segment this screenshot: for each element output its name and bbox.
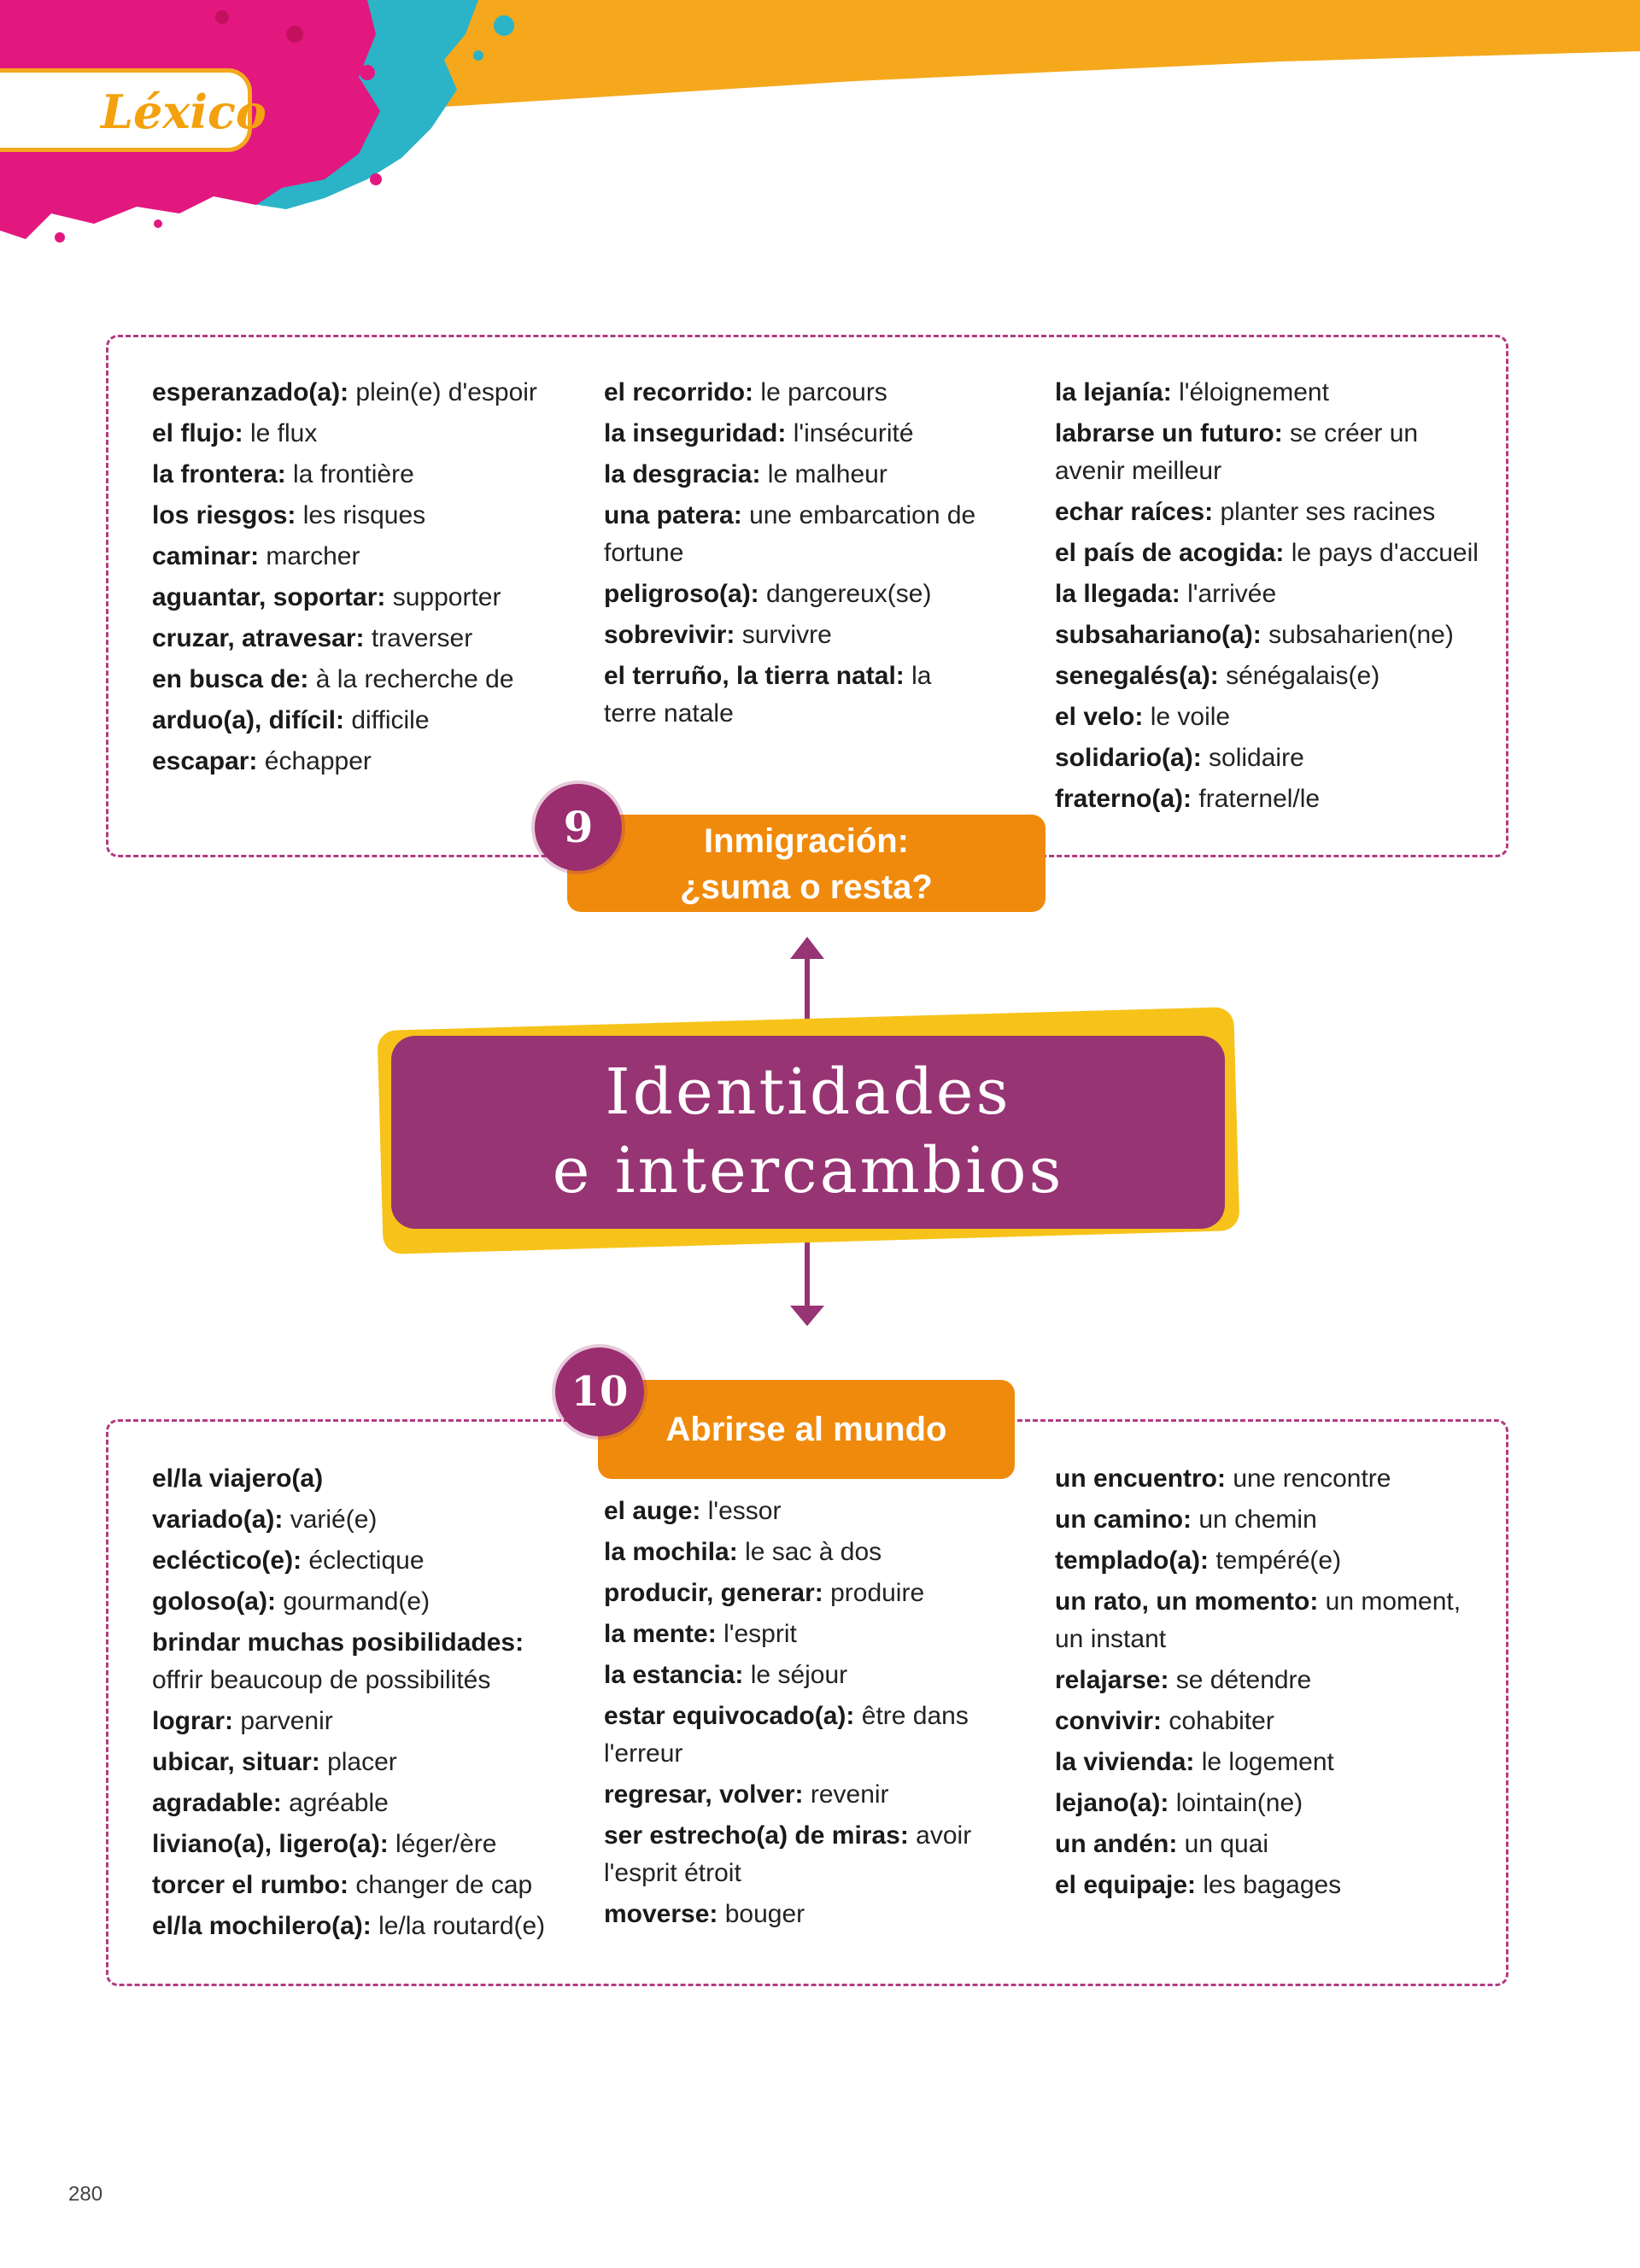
spanish-term: el recorrido: [604, 378, 754, 406]
french-translation: échapper [264, 747, 372, 775]
vocab-entry [152, 456, 579, 494]
spanish-term: producir, generar: [604, 1579, 823, 1607]
spanish-term: fraterno(a): [1055, 785, 1192, 813]
french-translation: solidaire [1209, 744, 1304, 772]
vocab-entry [604, 415, 988, 453]
unit10-column-3 [1055, 1460, 1465, 1908]
french-translation: lointain(ne) [1175, 1789, 1303, 1817]
spanish-term: la lejanía: [1055, 378, 1172, 406]
spanish-term: regresar, volver: [604, 1780, 804, 1809]
vocab-entry [1055, 739, 1482, 777]
vocab-entry [152, 1785, 562, 1822]
vocab-entry [152, 1744, 562, 1781]
vocab-entry [152, 579, 579, 617]
french-translation: planter ses racines [1220, 498, 1436, 526]
vocab-entry [1055, 415, 1482, 490]
spanish-term: echar raíces: [1055, 498, 1214, 526]
vocab-entry [152, 1624, 562, 1699]
spanish-term: relajarse: [1055, 1666, 1169, 1694]
vocab-entry [1055, 1583, 1465, 1658]
vocab-entry [152, 538, 579, 576]
french-translation: un quai [1184, 1830, 1269, 1858]
spanish-term: el país de acogida: [1055, 539, 1285, 567]
unit9-column-1 [152, 374, 579, 784]
french-translation: un moment, un instant [1055, 1587, 1461, 1653]
vocab-entry [1055, 780, 1482, 818]
arrow-up-icon [790, 937, 824, 959]
vocab-entry [604, 658, 988, 733]
vocab-entry [1055, 1501, 1465, 1539]
spanish-term: un rato, un momento: [1055, 1587, 1319, 1616]
main-title [391, 1053, 1225, 1210]
french-translation: produire [830, 1579, 925, 1607]
vocab-entry [152, 1867, 562, 1904]
section-label: Léxico [101, 85, 266, 139]
french-translation: la frontière [293, 460, 414, 488]
spanish-term: moverse: [604, 1900, 718, 1928]
unit9-vocabulary-box [106, 335, 1508, 857]
vocab-entry [152, 497, 579, 535]
french-translation: bouger [724, 1900, 805, 1928]
spanish-term: ubicar, situar: [152, 1748, 320, 1776]
vocab-entry [152, 1542, 562, 1580]
french-translation: marcher [266, 542, 360, 570]
spanish-term: en busca de: [152, 665, 309, 693]
vocab-entry [604, 1534, 1031, 1571]
unit9-number-badge: 9 [535, 784, 622, 871]
main-title-line1: Identidades [605, 1055, 1011, 1129]
spanish-term: sobrevivir: [604, 621, 735, 649]
french-translation: les bagages [1203, 1871, 1342, 1899]
spanish-term: una patera: [604, 501, 742, 529]
vocab-entry [152, 1908, 562, 1945]
vocab-entry [152, 374, 579, 412]
french-translation: agréable [289, 1789, 389, 1817]
french-translation: l'insécurité [793, 419, 914, 447]
french-translation: supporter [392, 583, 501, 611]
vocab-entry [604, 1493, 1031, 1530]
unit9-column-3 [1055, 374, 1482, 821]
french-translation: les risques [302, 501, 426, 529]
vocab-entry [1055, 1867, 1465, 1904]
spanish-term: templado(a): [1055, 1546, 1209, 1575]
vocab-entry [604, 1575, 1031, 1612]
french-translation: un chemin [1198, 1505, 1317, 1534]
vocab-entry [604, 497, 988, 572]
french-translation: le flux [250, 419, 318, 447]
vocab-entry [152, 1826, 562, 1863]
spanish-term: goloso(a): [152, 1587, 276, 1616]
french-translation: sénégalais(e) [1226, 662, 1380, 690]
spanish-term: senegalés(a): [1055, 662, 1219, 690]
french-translation: le voile [1150, 703, 1231, 731]
french-translation: traverser [371, 624, 473, 652]
french-translation: varié(e) [290, 1505, 378, 1534]
spanish-term: un camino: [1055, 1505, 1192, 1534]
spanish-term: brindar muchas posibilidades: [152, 1628, 524, 1657]
french-translation: dangereux(se) [766, 580, 932, 608]
spanish-term: el flujo: [152, 419, 243, 447]
french-translation: l'essor [707, 1497, 782, 1525]
french-translation: léger/ère [395, 1830, 497, 1858]
vocab-entry [152, 620, 579, 658]
spanish-term: la llegada: [1055, 580, 1180, 608]
french-translation: parvenir [240, 1707, 333, 1735]
spanish-term: escapar: [152, 747, 258, 775]
vocab-entry [604, 1817, 1031, 1892]
french-translation: la terre natale [604, 662, 932, 728]
vocab-entry [152, 1583, 562, 1621]
vocab-entry [1055, 576, 1482, 613]
french-translation: placer [327, 1748, 397, 1776]
spanish-term: los riesgos: [152, 501, 296, 529]
spanish-term: convivir: [1055, 1707, 1163, 1735]
spanish-term: la frontera: [152, 460, 286, 488]
vocab-entry [152, 743, 579, 780]
spanish-term: un andén: [1055, 1830, 1178, 1858]
french-translation: être dans l'erreur [604, 1702, 969, 1768]
french-translation: avoir l'esprit étroit [604, 1821, 972, 1887]
vocab-entry [1055, 1460, 1465, 1498]
unit9-title-banner [567, 815, 1046, 912]
unit9-title-line2: ¿suma o resta? [680, 868, 933, 906]
spanish-term: la estancia: [604, 1661, 744, 1689]
vocab-entry [1055, 1703, 1465, 1740]
vocab-entry [604, 456, 988, 494]
spanish-term: la vivienda: [1055, 1748, 1195, 1776]
unit10-number-badge: 10 [555, 1347, 644, 1436]
vocab-entry [1055, 1785, 1465, 1822]
spanish-term: ser estrecho(a) de miras: [604, 1821, 909, 1850]
french-translation: se détendre [1175, 1666, 1312, 1694]
vocab-entry [1055, 1826, 1465, 1863]
unit10-title-banner: Abrirse al mundo [598, 1380, 1015, 1479]
vocab-entry [1055, 1662, 1465, 1699]
french-translation: l'esprit [723, 1620, 797, 1648]
vocab-entry [604, 1896, 1031, 1933]
spanish-term: torcer el rumbo: [152, 1871, 349, 1899]
vocab-entry [152, 661, 579, 699]
spanish-term: esperanzado(a): [152, 378, 349, 406]
french-translation: changer de cap [355, 1871, 533, 1899]
spanish-term: el/la mochilero(a): [152, 1912, 372, 1940]
vocab-entry [604, 1698, 1031, 1773]
french-translation: l'arrivée [1187, 580, 1277, 608]
french-translation: offrir beaucoup de possibilités [152, 1666, 491, 1694]
french-translation: éclectique [308, 1546, 425, 1575]
vocab-entry [1055, 1744, 1465, 1781]
unit9-column-2 [604, 374, 988, 736]
french-translation: le malheur [767, 460, 887, 488]
vocab-entry [604, 1776, 1031, 1814]
spanish-term: arduo(a), difícil: [152, 706, 344, 734]
french-translation: subsaharien(ne) [1268, 621, 1454, 649]
spanish-term: lograr: [152, 1707, 234, 1735]
spanish-term: aguantar, soportar: [152, 583, 386, 611]
spanish-term: cruzar, atravesar: [152, 624, 365, 652]
vocab-entry [1055, 494, 1482, 531]
vocab-entry [152, 415, 579, 453]
french-translation: difficile [351, 706, 430, 734]
vocab-entry [152, 1703, 562, 1740]
vocab-entry [1055, 374, 1482, 412]
french-translation: revenir [810, 1780, 889, 1809]
french-translation: plein(e) d'espoir [355, 378, 537, 406]
french-translation: le/la routard(e) [378, 1912, 546, 1940]
french-translation: cohabiter [1168, 1707, 1274, 1735]
arrow-down-icon [790, 1306, 824, 1326]
french-translation: le sac à dos [745, 1538, 882, 1566]
spanish-term: liviano(a), ligero(a): [152, 1830, 389, 1858]
french-translation: l'éloignement [1179, 378, 1329, 406]
spanish-term: el auge: [604, 1497, 701, 1525]
french-translation: fraternel/le [1198, 785, 1321, 813]
french-translation: une rencontre [1233, 1464, 1391, 1493]
spanish-term: caminar: [152, 542, 260, 570]
spanish-term: la desgracia: [604, 460, 761, 488]
spanish-term: variado(a): [152, 1505, 284, 1534]
vocab-entry [1055, 699, 1482, 736]
section-tab [0, 68, 266, 152]
unit9-title-line1: Inmigración: [703, 822, 910, 860]
vocab-entry [152, 1501, 562, 1539]
spanish-term: subsahariano(a): [1055, 621, 1262, 649]
unit10-vocabulary-box [106, 1419, 1508, 1986]
spanish-term: un encuentro: [1055, 1464, 1226, 1493]
spanish-term: peligroso(a): [604, 580, 759, 608]
page-number: 280 [68, 2183, 103, 2206]
french-translation: une embarcation de fortune [604, 501, 976, 567]
spanish-term: el equipaje: [1055, 1871, 1197, 1899]
spanish-term: solidario(a): [1055, 744, 1202, 772]
french-translation: à la recherche de [315, 665, 514, 693]
spanish-term: la mente: [604, 1620, 717, 1648]
vocab-entry [604, 1657, 1031, 1694]
vocab-entry [152, 1460, 562, 1498]
spanish-term: el/la viajero(a) [152, 1464, 324, 1493]
main-title-line2: e intercambios [552, 1134, 1064, 1207]
french-translation: le parcours [760, 378, 887, 406]
vocab-entry [1055, 617, 1482, 654]
spanish-term: la inseguridad: [604, 419, 787, 447]
spanish-term: labrarse un futuro: [1055, 419, 1283, 447]
spanish-term: ecléctico(e): [152, 1546, 302, 1575]
french-translation: gourmand(e) [283, 1587, 430, 1616]
vocab-entry [1055, 535, 1482, 572]
french-translation: le logement [1201, 1748, 1334, 1776]
french-translation: tempéré(e) [1215, 1546, 1342, 1575]
spanish-term: agradable: [152, 1789, 282, 1817]
spanish-term: lejano(a): [1055, 1789, 1169, 1817]
french-translation: survivre [741, 621, 832, 649]
vocab-entry [604, 1616, 1031, 1653]
vocab-entry [604, 576, 988, 613]
unit10-column-2 [604, 1493, 1031, 1937]
french-translation: se créer un avenir meilleur [1055, 419, 1419, 485]
french-translation: le séjour [750, 1661, 848, 1689]
vocab-entry [1055, 658, 1482, 695]
spanish-term: estar equivocado(a): [604, 1702, 855, 1730]
vocab-entry [604, 374, 988, 412]
spanish-term: el velo: [1055, 703, 1144, 731]
spanish-term: el terruño, la tierra natal: [604, 662, 905, 690]
vocab-entry [1055, 1542, 1465, 1580]
vocab-entry [604, 617, 988, 654]
vocab-entry [152, 702, 579, 739]
spanish-term: la mochila: [604, 1538, 738, 1566]
french-translation: le pays d'accueil [1291, 539, 1479, 567]
unit10-column-1 [152, 1460, 562, 1949]
